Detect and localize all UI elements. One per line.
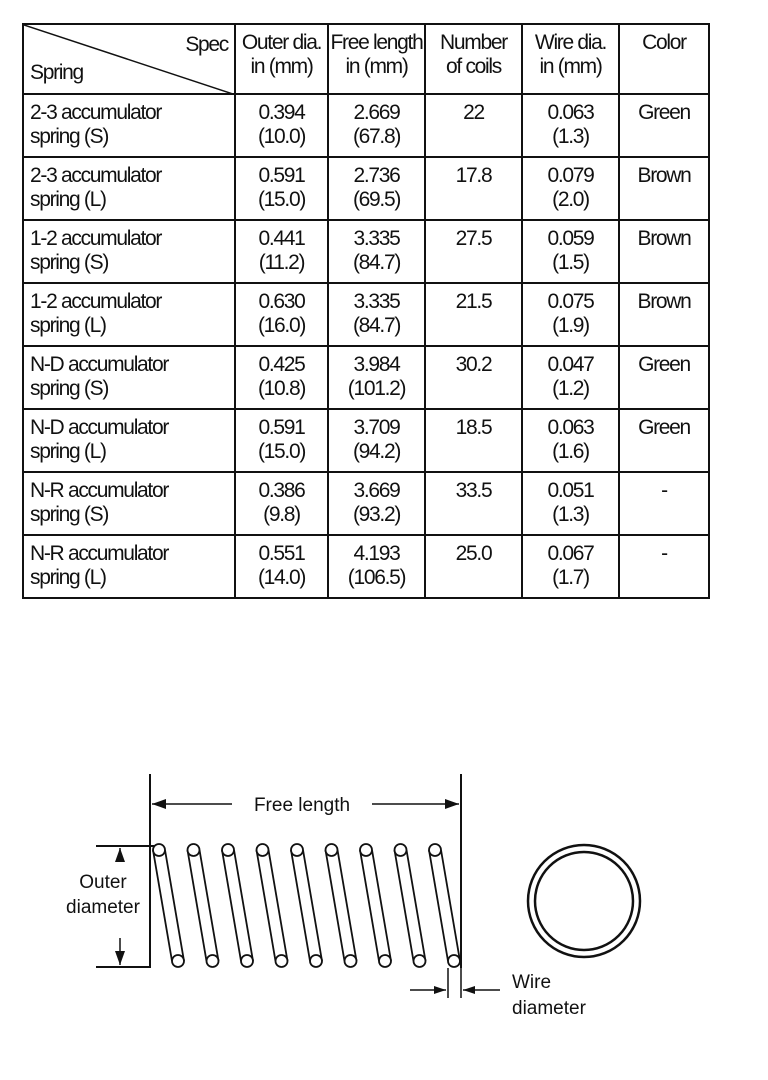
outer-diameter-label-line2: diameter bbox=[66, 897, 140, 918]
spring-coil bbox=[188, 844, 219, 967]
number-of-coils-cell: 21.5 bbox=[425, 283, 522, 346]
free-length-cell: 3.984 (101.2) bbox=[328, 346, 425, 409]
spring-name-cell: 2-3 accumulator spring (L) bbox=[23, 157, 235, 220]
wire-dia-cell: 0.063 (1.3) bbox=[522, 94, 619, 157]
spring-dimension-diagram bbox=[0, 740, 768, 1040]
spring-name-cell: N-D accumulator spring (S) bbox=[23, 346, 235, 409]
spring-spec-table bbox=[22, 23, 710, 599]
table-row bbox=[23, 94, 709, 157]
wire-dia-cell: 0.047 (1.2) bbox=[522, 346, 619, 409]
table-row bbox=[23, 283, 709, 346]
spring-coil bbox=[257, 844, 288, 967]
spring-coil bbox=[429, 844, 460, 967]
outer-dia-cell: 0.630 (16.0) bbox=[235, 283, 328, 346]
spring-coil bbox=[291, 844, 322, 967]
color-cell: - bbox=[619, 472, 709, 535]
header-row bbox=[23, 24, 709, 94]
number-of-coils-cell: 27.5 bbox=[425, 220, 522, 283]
wire-cross-section-inner bbox=[535, 852, 633, 950]
spring-name-cell: N-R accumulator spring (L) bbox=[23, 535, 235, 598]
wire-dia-cell: 0.063 (1.6) bbox=[522, 409, 619, 472]
header-free-length: Free length in (mm) bbox=[328, 24, 425, 94]
wire-diameter-label-line1: Wire bbox=[512, 972, 552, 993]
spring-coil bbox=[326, 844, 357, 967]
wire-dia-cell: 0.079 (2.0) bbox=[522, 157, 619, 220]
spring-coil bbox=[360, 844, 391, 967]
outer-diameter-label-line1: Outer bbox=[79, 872, 127, 893]
spring-name-cell: 1-2 accumulator spring (L) bbox=[23, 283, 235, 346]
wire-dia-cell: 0.051 (1.3) bbox=[522, 472, 619, 535]
table-body bbox=[23, 94, 709, 598]
table-row bbox=[23, 220, 709, 283]
outer-dia-cell: 0.425 (10.8) bbox=[235, 346, 328, 409]
outer-dia-cell: 0.394 (10.0) bbox=[235, 94, 328, 157]
wire-dia-cell: 0.075 (1.9) bbox=[522, 283, 619, 346]
header-color: Color bbox=[619, 24, 709, 94]
table-row bbox=[23, 472, 709, 535]
spec-spring-corner-cell bbox=[23, 24, 235, 94]
free-length-cell: 3.669 (93.2) bbox=[328, 472, 425, 535]
free-length-cell: 2.736 (69.5) bbox=[328, 157, 425, 220]
color-cell: Green bbox=[619, 346, 709, 409]
header-wire-dia: Wire dia. in (mm) bbox=[522, 24, 619, 94]
spring-name-cell: 2-3 accumulator spring (S) bbox=[23, 94, 235, 157]
color-cell: Brown bbox=[619, 157, 709, 220]
table-row bbox=[23, 157, 709, 220]
outer-dia-cell: 0.591 (15.0) bbox=[235, 409, 328, 472]
color-cell: Brown bbox=[619, 283, 709, 346]
wire-diameter-arrow bbox=[410, 986, 500, 994]
spring-coil bbox=[153, 844, 184, 967]
number-of-coils-cell: 17.8 bbox=[425, 157, 522, 220]
color-cell: Brown bbox=[619, 220, 709, 283]
outer-dia-cell: 0.441 (11.2) bbox=[235, 220, 328, 283]
outer-dia-cell: 0.386 (9.8) bbox=[235, 472, 328, 535]
number-of-coils-cell: 18.5 bbox=[425, 409, 522, 472]
free-length-cell: 4.193 (106.5) bbox=[328, 535, 425, 598]
number-of-coils-cell: 25.0 bbox=[425, 535, 522, 598]
spring-name-cell: N-R accumulator spring (S) bbox=[23, 472, 235, 535]
spring-coils bbox=[153, 844, 460, 967]
wire-dia-cell: 0.067 (1.7) bbox=[522, 535, 619, 598]
free-length-cell: 3.709 (94.2) bbox=[328, 409, 425, 472]
header-number-of-coils: Number of coils bbox=[425, 24, 522, 94]
free-length-cell: 3.335 (84.7) bbox=[328, 283, 425, 346]
spring-name-cell: N-D accumulator spring (L) bbox=[23, 409, 235, 472]
outer-dia-cell: 0.551 (14.0) bbox=[235, 535, 328, 598]
spring-name-cell: 1-2 accumulator spring (S) bbox=[23, 220, 235, 283]
spring-label: Spring bbox=[30, 61, 83, 84]
free-length-label: Free length bbox=[253, 795, 351, 816]
spring-coil bbox=[395, 844, 426, 967]
spring-coil bbox=[222, 844, 253, 967]
spec-label: Spec bbox=[185, 33, 228, 56]
color-cell: Green bbox=[619, 94, 709, 157]
color-cell: - bbox=[619, 535, 709, 598]
free-length-cell: 3.335 (84.7) bbox=[328, 220, 425, 283]
outer-dia-cell: 0.591 (15.0) bbox=[235, 157, 328, 220]
table-row bbox=[23, 346, 709, 409]
wire-diameter-label-line2: diameter bbox=[512, 998, 586, 1019]
wire-dia-cell: 0.059 (1.5) bbox=[522, 220, 619, 283]
free-length-cell: 2.669 (67.8) bbox=[328, 94, 425, 157]
table-row bbox=[23, 535, 709, 598]
wire-cross-section-outer bbox=[528, 845, 640, 957]
number-of-coils-cell: 33.5 bbox=[425, 472, 522, 535]
number-of-coils-cell: 30.2 bbox=[425, 346, 522, 409]
number-of-coils-cell: 22 bbox=[425, 94, 522, 157]
color-cell: Green bbox=[619, 409, 709, 472]
header-outer-dia: Outer dia. in (mm) bbox=[235, 24, 328, 94]
table-row bbox=[23, 409, 709, 472]
